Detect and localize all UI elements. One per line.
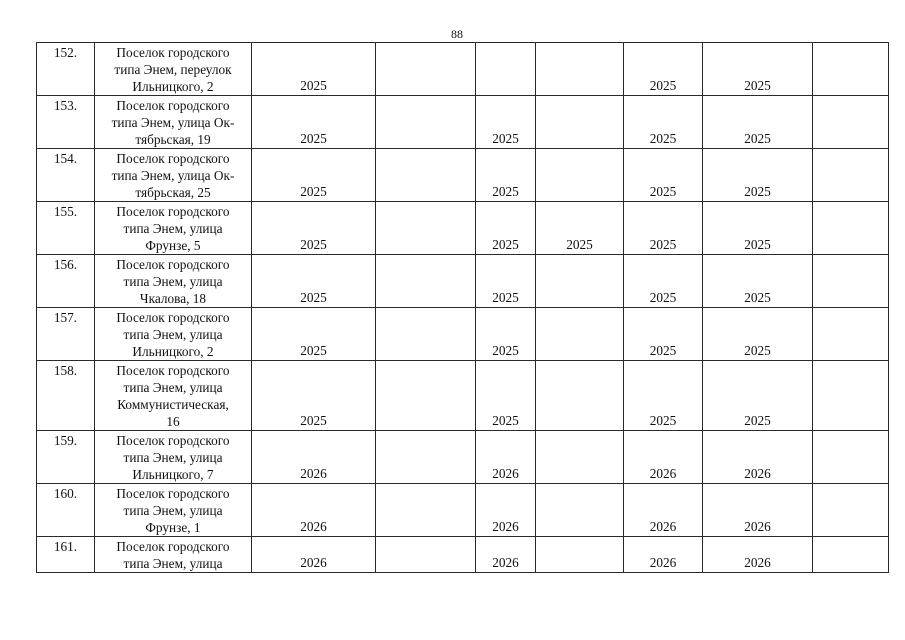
row-number: 155. (37, 202, 95, 255)
table-row (37, 484, 889, 537)
row-number: 152. (37, 43, 95, 96)
table-row (37, 308, 889, 361)
housing-schedule-table (36, 42, 889, 573)
row-number: 153. (37, 96, 95, 149)
year-cell (376, 96, 476, 149)
year-cell (813, 431, 889, 484)
page-number: 88 (451, 27, 463, 41)
year-cell: 2025 (476, 255, 536, 308)
table-row (37, 202, 889, 255)
year-cell: 2026 (252, 484, 376, 537)
address-cell: Поселок городского типа Энем, улица Чкалова, 18 (95, 255, 252, 308)
year-cell: 2025 (624, 361, 703, 431)
year-cell (813, 149, 889, 202)
year-cell (813, 537, 889, 573)
year-cell: 2025 (476, 308, 536, 361)
row-number: 157. (37, 308, 95, 361)
row-number: 161. (37, 537, 95, 573)
year-cell: 2026 (476, 537, 536, 573)
address-cell: Поселок городского типа Энем, улица Коммунистическая, 16 (95, 361, 252, 431)
year-cell: 2026 (252, 431, 376, 484)
year-cell (536, 255, 624, 308)
year-cell: 2025 (252, 202, 376, 255)
address-cell: Поселок городского типа Энем, улица Ильницкого, 2 (95, 308, 252, 361)
year-cell (813, 308, 889, 361)
year-cell (813, 202, 889, 255)
year-cell (536, 149, 624, 202)
year-cell (536, 308, 624, 361)
year-cell (376, 361, 476, 431)
year-cell (536, 484, 624, 537)
address-cell: Поселок городского типа Энем, улица Ок- тябрьская, 19 (95, 96, 252, 149)
table-row (37, 149, 889, 202)
year-cell: 2026 (624, 537, 703, 573)
year-cell: 2025 (703, 149, 813, 202)
row-number: 158. (37, 361, 95, 431)
year-cell: 2025 (476, 361, 536, 431)
year-cell (813, 43, 889, 96)
year-cell: 2026 (703, 537, 813, 573)
year-cell (376, 255, 476, 308)
year-cell: 2026 (476, 484, 536, 537)
year-cell: 2025 (703, 361, 813, 431)
year-cell (536, 537, 624, 573)
row-number: 154. (37, 149, 95, 202)
year-cell: 2025 (252, 43, 376, 96)
year-cell (813, 361, 889, 431)
year-cell: 2025 (476, 96, 536, 149)
year-cell: 2025 (624, 149, 703, 202)
address-cell: Поселок городского типа Энем, улица (95, 537, 252, 573)
year-cell: 2025 (624, 308, 703, 361)
year-cell: 2025 (252, 308, 376, 361)
address-cell: Поселок городского типа Энем, переулок Ильницкого, 2 (95, 43, 252, 96)
year-cell: 2026 (703, 484, 813, 537)
year-cell: 2025 (252, 96, 376, 149)
year-cell: 2025 (252, 361, 376, 431)
year-cell (813, 255, 889, 308)
year-cell (376, 484, 476, 537)
year-cell (376, 308, 476, 361)
year-cell (536, 96, 624, 149)
year-cell: 2025 (703, 96, 813, 149)
year-cell: 2025 (703, 202, 813, 255)
table-row (37, 43, 889, 96)
year-cell (376, 537, 476, 573)
year-cell (536, 361, 624, 431)
table-row (37, 255, 889, 308)
year-cell (376, 431, 476, 484)
year-cell (376, 149, 476, 202)
year-cell: 2025 (252, 255, 376, 308)
year-cell: 2026 (252, 537, 376, 573)
address-cell: Поселок городского типа Энем, улица Фрунзе, 1 (95, 484, 252, 537)
year-cell: 2025 (703, 43, 813, 96)
year-cell: 2025 (624, 43, 703, 96)
table-row (37, 537, 889, 573)
year-cell: 2025 (624, 202, 703, 255)
table-row (37, 96, 889, 149)
year-cell: 2025 (624, 96, 703, 149)
table-row (37, 361, 889, 431)
year-cell: 2025 (476, 149, 536, 202)
row-number: 156. (37, 255, 95, 308)
year-cell: 2025 (703, 255, 813, 308)
year-cell: 2026 (703, 431, 813, 484)
year-cell (476, 43, 536, 96)
year-cell (376, 43, 476, 96)
address-cell: Поселок городского типа Энем, улица Ильницкого, 7 (95, 431, 252, 484)
year-cell: 2025 (703, 308, 813, 361)
year-cell: 2025 (252, 149, 376, 202)
year-cell: 2026 (624, 431, 703, 484)
row-number: 160. (37, 484, 95, 537)
year-cell: 2025 (624, 255, 703, 308)
row-number: 159. (37, 431, 95, 484)
year-cell (813, 484, 889, 537)
year-cell (536, 431, 624, 484)
address-cell: Поселок городского типа Энем, улица Фрунзе, 5 (95, 202, 252, 255)
year-cell: 2025 (536, 202, 624, 255)
year-cell: 2025 (476, 202, 536, 255)
year-cell: 2026 (624, 484, 703, 537)
year-cell: 2026 (476, 431, 536, 484)
address-cell: Поселок городского типа Энем, улица Ок- тябрьская, 25 (95, 149, 252, 202)
year-cell (813, 96, 889, 149)
table-row (37, 431, 889, 484)
year-cell (536, 43, 624, 96)
year-cell (376, 202, 476, 255)
